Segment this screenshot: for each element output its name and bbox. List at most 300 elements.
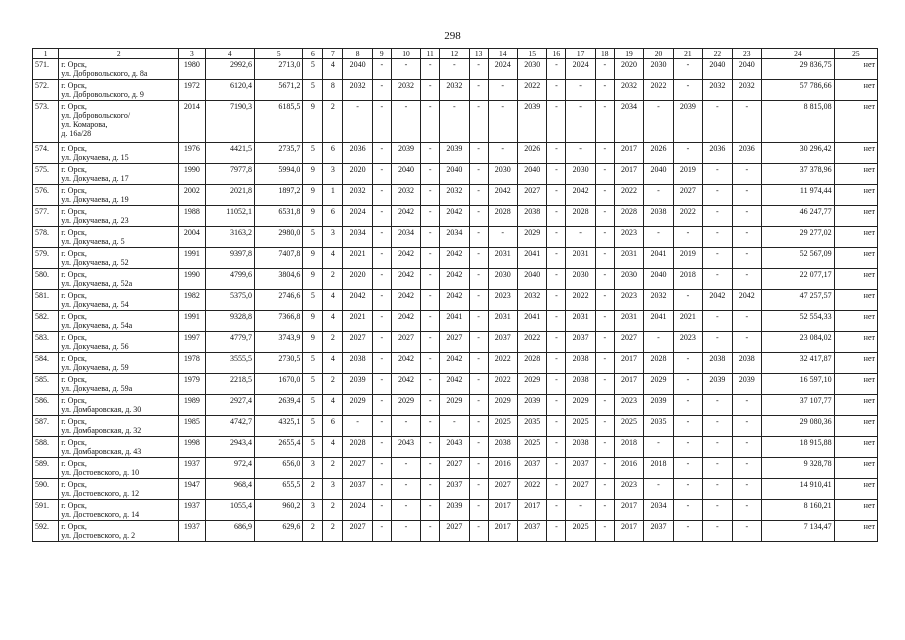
value-cell: 5 xyxy=(303,374,323,395)
value-cell: - xyxy=(421,416,440,437)
value-cell: - xyxy=(421,143,440,164)
value-cell: - xyxy=(469,374,488,395)
value-cell: - xyxy=(372,374,391,395)
area-cell: 7366,8 xyxy=(255,311,303,332)
value-cell: - xyxy=(421,479,440,500)
column-number: 21 xyxy=(673,49,702,59)
value-cell: - xyxy=(469,206,488,227)
value-cell: - xyxy=(372,248,391,269)
flag-cell: нет xyxy=(834,374,877,395)
value-cell: 2025 xyxy=(488,416,517,437)
value-cell: 2029 xyxy=(488,395,517,416)
area-cell: 6120,4 xyxy=(205,80,254,101)
value-cell: - xyxy=(391,416,420,437)
value-cell: - xyxy=(595,59,614,80)
area-cell: 4799,6 xyxy=(205,269,254,290)
value-cell: - xyxy=(673,500,702,521)
value-cell: - xyxy=(673,458,702,479)
value-cell: 2027 xyxy=(440,332,469,353)
value-cell: 2035 xyxy=(644,416,673,437)
value-cell: - xyxy=(469,269,488,290)
year-cell: 1937 xyxy=(179,521,205,542)
value-cell: - xyxy=(595,353,614,374)
flag-cell: нет xyxy=(834,269,877,290)
flag-cell: нет xyxy=(834,416,877,437)
value-cell: - xyxy=(372,185,391,206)
value-cell: - xyxy=(469,185,488,206)
value-cell: 2041 xyxy=(644,311,673,332)
address-cell: г. Орск, ул. Домбаровская, д. 30 xyxy=(59,395,179,416)
value-cell: - xyxy=(595,143,614,164)
value-cell: - xyxy=(644,101,673,143)
area-cell: 7190,3 xyxy=(205,101,254,143)
value-cell: - xyxy=(469,101,488,143)
address-cell: г. Орск, ул. Домбаровская, д. 32 xyxy=(59,416,179,437)
value-cell: 2037 xyxy=(488,332,517,353)
year-cell: 1998 xyxy=(179,437,205,458)
area-cell: 6185,5 xyxy=(255,101,303,143)
year-cell: 1990 xyxy=(179,164,205,185)
table-row xyxy=(33,185,878,206)
value-cell: 2019 xyxy=(673,164,702,185)
value-cell: 2027 xyxy=(343,332,372,353)
value-cell: 2 xyxy=(303,521,323,542)
value-cell: 2036 xyxy=(732,143,761,164)
value-cell: 2030 xyxy=(488,269,517,290)
flag-cell: нет xyxy=(834,185,877,206)
address-cell: г. Орск, ул. Достоевского, д. 14 xyxy=(59,500,179,521)
value-cell: 2028 xyxy=(343,437,372,458)
flag-cell: нет xyxy=(834,437,877,458)
value-cell: - xyxy=(673,374,702,395)
value-cell: 2020 xyxy=(343,269,372,290)
value-cell: 2042 xyxy=(391,269,420,290)
value-cell: 2042 xyxy=(440,290,469,311)
value-cell: 2037 xyxy=(644,521,673,542)
value-cell: 2039 xyxy=(732,374,761,395)
value-cell: 2027 xyxy=(343,458,372,479)
value-cell: - xyxy=(732,332,761,353)
value-cell: 4 xyxy=(323,437,343,458)
value-cell: 2040 xyxy=(732,59,761,80)
flag-cell: нет xyxy=(834,143,877,164)
area-cell: 5994,0 xyxy=(255,164,303,185)
value-cell: 2031 xyxy=(566,311,595,332)
value-cell: 2037 xyxy=(566,458,595,479)
value-cell: - xyxy=(372,479,391,500)
value-cell: 2039 xyxy=(517,101,546,143)
column-number: 19 xyxy=(614,49,643,59)
value-cell: 2024 xyxy=(488,59,517,80)
value-cell: - xyxy=(595,269,614,290)
value-cell: - xyxy=(372,59,391,80)
year-cell: 1997 xyxy=(179,332,205,353)
area-cell: 9328,8 xyxy=(205,311,254,332)
value-cell: 2042 xyxy=(391,290,420,311)
row-number: 590. xyxy=(33,479,59,500)
value-cell: 3 xyxy=(303,458,323,479)
value-cell: - xyxy=(566,500,595,521)
value-cell: 2032 xyxy=(703,80,732,101)
value-cell: - xyxy=(732,416,761,437)
table-row xyxy=(33,80,878,101)
value-cell: 2032 xyxy=(343,185,372,206)
value-cell: - xyxy=(469,353,488,374)
value-cell: - xyxy=(391,521,420,542)
area-cell: 656,0 xyxy=(255,458,303,479)
value-cell: - xyxy=(703,206,732,227)
value-cell: - xyxy=(469,80,488,101)
year-cell: 1988 xyxy=(179,206,205,227)
value-cell: 2028 xyxy=(488,206,517,227)
value-cell: - xyxy=(469,500,488,521)
value-cell: - xyxy=(703,521,732,542)
value-cell: 2017 xyxy=(614,143,643,164)
table-row xyxy=(33,374,878,395)
value-cell: - xyxy=(372,311,391,332)
value-cell: - xyxy=(440,416,469,437)
address-cell: г. Орск, ул. Докучаева, д. 19 xyxy=(59,185,179,206)
address-cell: г. Орск, ул. Достоевского, д. 10 xyxy=(59,458,179,479)
row-number: 572. xyxy=(33,80,59,101)
value-cell: - xyxy=(421,80,440,101)
value-cell: 2028 xyxy=(644,353,673,374)
value-cell: 2038 xyxy=(517,206,546,227)
housing-register-table xyxy=(32,48,878,542)
area-cell: 6531,8 xyxy=(255,206,303,227)
year-cell: 1991 xyxy=(179,248,205,269)
value-cell: 2042 xyxy=(391,248,420,269)
value-cell: 2017 xyxy=(488,521,517,542)
column-number: 17 xyxy=(566,49,595,59)
cost-cell: 18 915,88 xyxy=(762,437,835,458)
value-cell: - xyxy=(547,227,566,248)
value-cell: 2037 xyxy=(440,479,469,500)
value-cell: - xyxy=(703,332,732,353)
value-cell: 2021 xyxy=(343,311,372,332)
value-cell: - xyxy=(421,248,440,269)
value-cell: - xyxy=(469,290,488,311)
value-cell: - xyxy=(440,59,469,80)
year-cell: 1947 xyxy=(179,479,205,500)
value-cell: 3 xyxy=(323,164,343,185)
value-cell: - xyxy=(703,248,732,269)
value-cell: 2017 xyxy=(517,500,546,521)
value-cell: 2032 xyxy=(517,290,546,311)
value-cell: 2041 xyxy=(644,248,673,269)
flag-cell: нет xyxy=(834,332,877,353)
table-row xyxy=(33,395,878,416)
area-cell: 2746,6 xyxy=(255,290,303,311)
value-cell: - xyxy=(469,521,488,542)
year-cell: 1980 xyxy=(179,59,205,80)
value-cell: - xyxy=(732,311,761,332)
column-number: 18 xyxy=(595,49,614,59)
area-cell: 960,2 xyxy=(255,500,303,521)
value-cell: - xyxy=(469,332,488,353)
value-cell: 2038 xyxy=(732,353,761,374)
value-cell: - xyxy=(703,101,732,143)
flag-cell: нет xyxy=(834,164,877,185)
area-cell: 1055,4 xyxy=(205,500,254,521)
value-cell: 2016 xyxy=(614,458,643,479)
value-cell: - xyxy=(732,479,761,500)
value-cell: - xyxy=(703,269,732,290)
value-cell: 2022 xyxy=(673,206,702,227)
value-cell: - xyxy=(595,248,614,269)
value-cell: - xyxy=(469,143,488,164)
column-number: 6 xyxy=(303,49,323,59)
value-cell: - xyxy=(372,101,391,143)
table-row xyxy=(33,206,878,227)
value-cell: - xyxy=(673,521,702,542)
value-cell: - xyxy=(469,416,488,437)
value-cell: 6 xyxy=(323,143,343,164)
value-cell: 2027 xyxy=(517,185,546,206)
area-cell: 655,5 xyxy=(255,479,303,500)
value-cell: - xyxy=(421,185,440,206)
value-cell: - xyxy=(732,269,761,290)
value-cell: 4 xyxy=(323,248,343,269)
value-cell: 2 xyxy=(323,269,343,290)
value-cell: - xyxy=(488,227,517,248)
value-cell: 2038 xyxy=(488,437,517,458)
value-cell: - xyxy=(732,458,761,479)
value-cell: 2022 xyxy=(488,353,517,374)
table-row xyxy=(33,269,878,290)
value-cell: 2037 xyxy=(517,458,546,479)
area-cell: 2980,0 xyxy=(255,227,303,248)
area-cell: 11052,1 xyxy=(205,206,254,227)
value-cell: - xyxy=(372,521,391,542)
value-cell: 2022 xyxy=(614,185,643,206)
address-cell: г. Орск, ул. Докучаева, д. 23 xyxy=(59,206,179,227)
year-cell: 2014 xyxy=(179,101,205,143)
value-cell: 2043 xyxy=(391,437,420,458)
address-cell: г. Орск, ул. Докучаева, д. 52а xyxy=(59,269,179,290)
cost-cell: 46 247,77 xyxy=(762,206,835,227)
value-cell: 2023 xyxy=(614,227,643,248)
value-cell: - xyxy=(673,59,702,80)
value-cell: 2032 xyxy=(440,185,469,206)
area-cell: 968,4 xyxy=(205,479,254,500)
value-cell: - xyxy=(595,311,614,332)
value-cell: - xyxy=(372,143,391,164)
value-cell: 2032 xyxy=(644,290,673,311)
value-cell: 1 xyxy=(323,185,343,206)
flag-cell: нет xyxy=(834,206,877,227)
value-cell: 2039 xyxy=(440,143,469,164)
value-cell: - xyxy=(488,80,517,101)
area-cell: 5375,0 xyxy=(205,290,254,311)
value-cell: - xyxy=(372,332,391,353)
value-cell: 9 xyxy=(303,185,323,206)
value-cell: 2042 xyxy=(343,290,372,311)
table-row xyxy=(33,227,878,248)
flag-cell: нет xyxy=(834,500,877,521)
value-cell: 3 xyxy=(323,227,343,248)
area-cell: 2639,4 xyxy=(255,395,303,416)
value-cell: 2042 xyxy=(488,185,517,206)
value-cell: 2030 xyxy=(644,59,673,80)
row-number: 585. xyxy=(33,374,59,395)
value-cell: - xyxy=(703,416,732,437)
flag-cell: нет xyxy=(834,458,877,479)
value-cell: 2 xyxy=(323,521,343,542)
address-cell: г. Орск, ул. Докучаева, д. 17 xyxy=(59,164,179,185)
value-cell: 2029 xyxy=(644,374,673,395)
value-cell: - xyxy=(595,101,614,143)
table-row xyxy=(33,101,878,143)
value-cell: 5 xyxy=(303,395,323,416)
value-cell: - xyxy=(732,500,761,521)
table-row xyxy=(33,479,878,500)
value-cell: - xyxy=(547,521,566,542)
area-cell: 2021,8 xyxy=(205,185,254,206)
value-cell: - xyxy=(421,311,440,332)
area-cell: 4421,5 xyxy=(205,143,254,164)
value-cell: - xyxy=(644,227,673,248)
value-cell: - xyxy=(595,227,614,248)
value-cell: 2022 xyxy=(517,80,546,101)
row-number: 576. xyxy=(33,185,59,206)
value-cell: 2041 xyxy=(440,311,469,332)
value-cell: 3 xyxy=(303,500,323,521)
value-cell: 2032 xyxy=(440,80,469,101)
value-cell: 2021 xyxy=(673,311,702,332)
row-number: 583. xyxy=(33,332,59,353)
value-cell: - xyxy=(391,500,420,521)
column-number: 14 xyxy=(488,49,517,59)
cost-cell: 22 077,17 xyxy=(762,269,835,290)
flag-cell: нет xyxy=(834,395,877,416)
value-cell: - xyxy=(469,395,488,416)
value-cell: 2032 xyxy=(391,80,420,101)
value-cell: 2028 xyxy=(614,206,643,227)
value-cell: 2039 xyxy=(644,395,673,416)
value-cell: - xyxy=(644,185,673,206)
row-number: 591. xyxy=(33,500,59,521)
value-cell: 2 xyxy=(323,458,343,479)
area-cell: 2655,4 xyxy=(255,437,303,458)
table-row xyxy=(33,437,878,458)
value-cell: - xyxy=(644,437,673,458)
value-cell: - xyxy=(547,206,566,227)
table-row xyxy=(33,143,878,164)
year-cell: 1978 xyxy=(179,353,205,374)
table-row xyxy=(33,311,878,332)
value-cell: 2029 xyxy=(440,395,469,416)
column-number: 11 xyxy=(421,49,440,59)
address-cell: г. Орск, ул. Докучаева, д. 5 xyxy=(59,227,179,248)
value-cell: 2042 xyxy=(703,290,732,311)
row-number: 592. xyxy=(33,521,59,542)
address-cell: г. Орск, ул. Достоевского, д. 12 xyxy=(59,479,179,500)
value-cell: 2023 xyxy=(614,479,643,500)
value-cell: 2029 xyxy=(517,227,546,248)
value-cell: 2030 xyxy=(488,164,517,185)
value-cell: - xyxy=(732,101,761,143)
value-cell: - xyxy=(547,248,566,269)
cost-cell: 29 836,75 xyxy=(762,59,835,80)
value-cell: 2 xyxy=(323,500,343,521)
value-cell: 9 xyxy=(303,311,323,332)
value-cell: 2025 xyxy=(517,437,546,458)
value-cell: 2030 xyxy=(614,269,643,290)
row-number: 589. xyxy=(33,458,59,479)
value-cell: 2023 xyxy=(673,332,702,353)
value-cell: 2036 xyxy=(703,143,732,164)
value-cell: 2031 xyxy=(488,311,517,332)
address-cell: г. Орск, ул. Добровольского, д. 8а xyxy=(59,59,179,80)
value-cell: 2022 xyxy=(517,332,546,353)
value-cell: - xyxy=(673,227,702,248)
value-cell: 2039 xyxy=(440,500,469,521)
value-cell: 2017 xyxy=(614,374,643,395)
cost-cell: 16 597,10 xyxy=(762,374,835,395)
value-cell: - xyxy=(595,437,614,458)
value-cell: - xyxy=(343,416,372,437)
row-number: 577. xyxy=(33,206,59,227)
area-cell: 2943,4 xyxy=(205,437,254,458)
column-number: 10 xyxy=(391,49,420,59)
value-cell: 6 xyxy=(323,416,343,437)
year-cell: 1979 xyxy=(179,374,205,395)
area-cell: 2927,4 xyxy=(205,395,254,416)
value-cell: 2 xyxy=(303,479,323,500)
value-cell: 2042 xyxy=(440,353,469,374)
value-cell: 2040 xyxy=(391,164,420,185)
value-cell: 2018 xyxy=(673,269,702,290)
column-number: 25 xyxy=(834,49,877,59)
area-cell: 3804,6 xyxy=(255,269,303,290)
value-cell: - xyxy=(547,416,566,437)
column-number: 24 xyxy=(762,49,835,59)
value-cell: - xyxy=(566,143,595,164)
value-cell: - xyxy=(421,101,440,143)
area-cell: 7977,8 xyxy=(205,164,254,185)
value-cell: 2022 xyxy=(644,80,673,101)
value-cell: 2040 xyxy=(644,164,673,185)
value-cell: - xyxy=(673,437,702,458)
year-cell: 1972 xyxy=(179,80,205,101)
value-cell: - xyxy=(421,332,440,353)
value-cell: - xyxy=(391,458,420,479)
value-cell: 2032 xyxy=(732,80,761,101)
value-cell: 2022 xyxy=(566,290,595,311)
value-cell: 2025 xyxy=(566,416,595,437)
value-cell: - xyxy=(469,248,488,269)
column-number: 3 xyxy=(179,49,205,59)
address-cell: г. Орск, ул. Докучаева, д. 54а xyxy=(59,311,179,332)
cost-cell: 29 277,02 xyxy=(762,227,835,248)
value-cell: 2039 xyxy=(391,143,420,164)
value-cell: - xyxy=(372,206,391,227)
value-cell: 2024 xyxy=(343,500,372,521)
value-cell: - xyxy=(421,395,440,416)
value-cell: - xyxy=(421,521,440,542)
flag-cell: нет xyxy=(834,521,877,542)
value-cell: - xyxy=(469,164,488,185)
value-cell: - xyxy=(372,353,391,374)
value-cell: 2032 xyxy=(391,185,420,206)
cost-cell: 11 974,44 xyxy=(762,185,835,206)
value-cell: 2043 xyxy=(440,437,469,458)
value-cell: - xyxy=(488,143,517,164)
value-cell: - xyxy=(703,311,732,332)
value-cell: 2023 xyxy=(614,395,643,416)
cost-cell: 32 417,87 xyxy=(762,353,835,374)
